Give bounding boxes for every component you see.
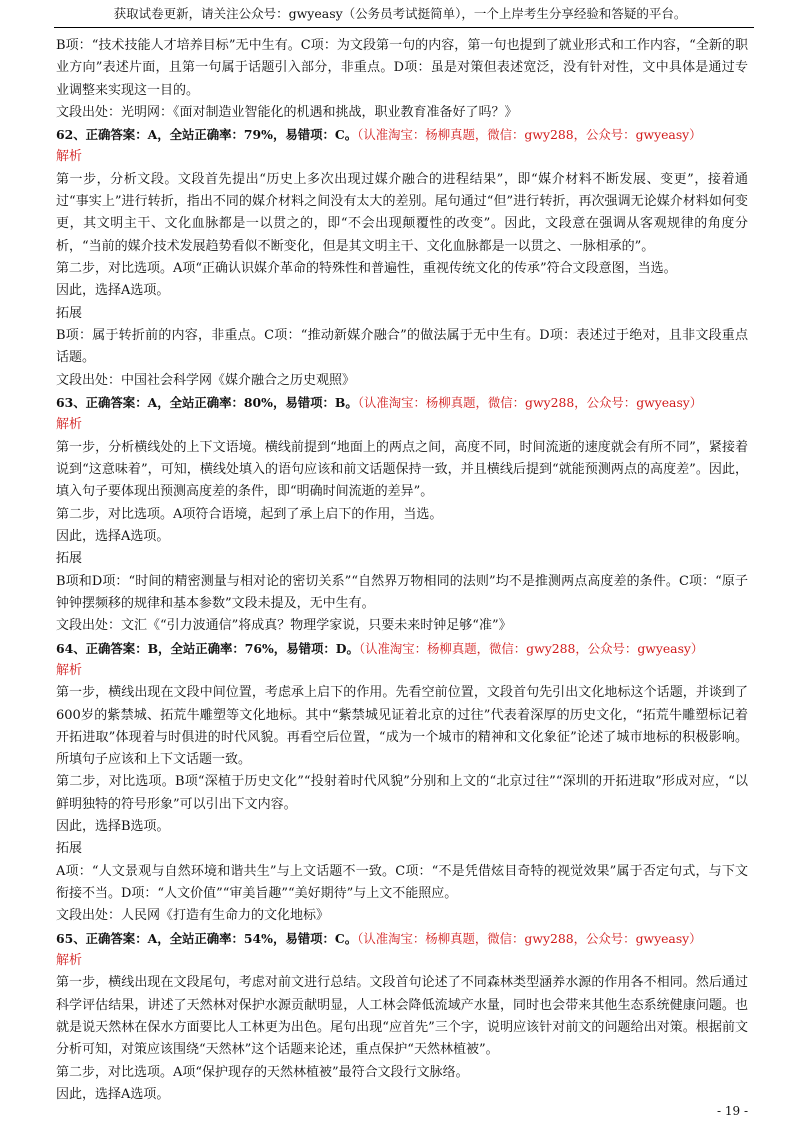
answer-heading xyxy=(56,124,748,146)
ad-notice: （认准淘宝：杨柳真题，微信：gwy288，公众号：gwyeasy） xyxy=(357,127,702,143)
paragraph: 第二步，对比选项。B项“深植于历史文化”“投射着时代风貌”分别和上文的“北京过往”“深圳的开拓进取”形成对应，“以鲜明独特的符号形象”可以引出下文内容。 xyxy=(56,774,748,812)
carryover-block xyxy=(56,35,748,124)
analysis-label: 解析 xyxy=(56,662,83,678)
source-line: 文段出处：文汇《“引力波通信”将成真？物理学家说，只要未来时钟足够“准”》 xyxy=(56,618,512,634)
question-62-block xyxy=(56,124,748,392)
answer-heading xyxy=(56,638,748,660)
main-content xyxy=(56,35,748,1106)
answer-summary: 65、正确答案：A，全站正确率：54%，易错项：C。 xyxy=(56,930,358,946)
paragraph: 因此，选择A选项。 xyxy=(56,1086,170,1102)
paragraph: 因此，选择A选项。 xyxy=(56,528,170,544)
ad-notice: （认准淘宝：杨柳真题，微信：gwy288，公众号：gwyeasy） xyxy=(357,930,702,946)
extension-label: 拓展 xyxy=(56,551,83,567)
question-63-block xyxy=(56,392,748,638)
analysis-label: 解析 xyxy=(56,417,83,433)
page-number: - 19 - xyxy=(716,1104,748,1118)
answer-heading xyxy=(56,392,748,414)
analysis-label: 解析 xyxy=(56,952,83,968)
paragraph: 因此，选择A选项。 xyxy=(56,283,170,299)
paragraph: 第一步，分析文段。文段首先提出“历史上多次出现过媒介融合的进程结果”，即“媒介材料不断发展、变更”，接着通过“事实上”进行转折，指出不同的媒介材料之间没有太大的差别。尾句通过“但”进行转折，再次强调无论媒介材料如何变更，其文明主干、文化血脉都是一以贯之的，即“不会出现颠覆性的改变”。因此，文段意在强调从客观规律的角度分析，“当前的媒介技术发展趋势看似不断变化，但是其文明主干、文化血脉都是一以贯之、一脉相承的”。 xyxy=(56,171,748,254)
header-divider xyxy=(54,27,754,28)
paragraph: 因此，选择B选项。 xyxy=(56,818,170,834)
source-line: 文段出处：中国社会科学网《媒介融合之历史观照》 xyxy=(56,372,356,388)
ad-notice: （认准淘宝：杨柳真题，微信：gwy288，公众号：gwyeasy） xyxy=(357,395,703,411)
ad-notice: （认准淘宝：杨柳真题，微信：gwy288，公众号：gwyeasy） xyxy=(358,640,704,656)
source-line: 文段出处：光明网：《面对制造业智能化的机遇和挑战，职业教育准备好了吗？》 xyxy=(56,104,518,120)
page-header-notice: 获取试卷更新，请关注公众号：gwyeasy（公务员考试挺简单），一个上岸考生分享经验和答疑的平台。 xyxy=(113,6,687,21)
extension-label: 拓展 xyxy=(56,841,83,857)
extension-label: 拓展 xyxy=(56,305,83,321)
paragraph: B项：属于转折前的内容，非重点。C项：“推动新媒介融合”的做法属于无中生有。D项：表述过于绝对，且非文段重点话题。 xyxy=(56,328,748,366)
source-line: 文段出处：人民网《打造有生命力的文化地标》 xyxy=(56,908,330,924)
answer-summary: 63、正确答案：A，全站正确率：80%，易错项：B。 xyxy=(56,395,358,411)
paragraph: B项：“技术技能人才培养目标”无中生有。C项：为文段第一句的内容，第一句也提到了就业形式和工作内容，“全新的职业方向”表述片面，且第一句属于话题引入部分，非重点。D项：虽是对策但表述宽泛，没有针对性，文中具体是通过专业调整来实现这一目的。 xyxy=(56,38,748,98)
paragraph: A项：“人文景观与自然环境和谐共生”与上文话题不一致。C项：“不是凭借炫目奇特的视觉效果”属于否定句式，与下文衔接不当。D项：“人文价值”“审美旨趣”“美好期待”与上文不能照应。 xyxy=(56,863,748,902)
paragraph: 第一步，横线出现在文段中间位置，考虑承上启下的作用。先看空前位置，文段首句先引出文化地标这个话题，并谈到了600岁的紫禁城、拓荒牛雕塑等文化地标。其中“紫禁城见证着北京的过往”代表着深厚的历史文化，“拓荒牛雕塑标记着开拓进取”体现着与时俱进的时代风貌。再看空后位置，“成为一个城市的精神和文化象征”论述了城市地标的积极影响。所填句子应该和上下文话题一致。 xyxy=(56,685,748,768)
question-65-block xyxy=(56,928,748,1106)
paragraph: B项和D项：“时间的精密测量与相对论的密切关系”“自然界万物相同的法则”均不是推测两点高度差的条件。C项：“原子钟钟摆频移的规律和基本参数”文段未提及，无中生有。 xyxy=(56,573,748,612)
paragraph: 第二步，对比选项。A项“正确认识媒介革命的特殊性和普遍性，重视传统文化的传承”符合文段意图，当选。 xyxy=(56,260,677,276)
paragraph: 第二步，对比选项。A项符合语境，起到了承上启下的作用，当选。 xyxy=(56,506,443,522)
question-64-block xyxy=(56,638,748,928)
answer-summary: 64、正确答案：B，全站正确率：76%，易错项：D。 xyxy=(56,640,359,656)
paragraph: 第一步，横线出现在文段尾句，考虑对前文进行总结。文段首句论述了不同森林类型涵养水源的作用各不相同。然后通过科学评估结果，讲述了天然林对保护水源贡献明显，人工林会降低流域产水量，同时也会带来其他生态系统健康问题。也就是说天然林在保水方面要比人工林更为出色。尾句出现“应首先”三个字，说明应该针对前文的问题给出对策。根据前文分析可知，对策应该围绕“天然林”这个话题来论述，重点保护“天然林植被”。 xyxy=(56,975,748,1058)
answer-heading xyxy=(56,928,748,950)
paragraph: 第二步，对比选项。A项“保护现存的天然林植被”最符合文段行文脉络。 xyxy=(56,1064,469,1080)
analysis-label: 解析 xyxy=(56,149,83,165)
answer-summary: 62、正确答案：A，全站正确率：79%，易错项：C。 xyxy=(56,127,358,143)
paragraph: 第一步，分析横线处的上下文语境。横线前提到“地面上的两点之间，高度不同，时间流逝的速度就会有所不同”，紧接着说到“这意味着”，可知，横线处填入的语句应该和前文话题保持一致，并且横线后提到“就能预测两点的高度差”。因此，填入句子要体现出预测高度差的条件，即“明确时间流逝的差异”。 xyxy=(56,439,748,500)
